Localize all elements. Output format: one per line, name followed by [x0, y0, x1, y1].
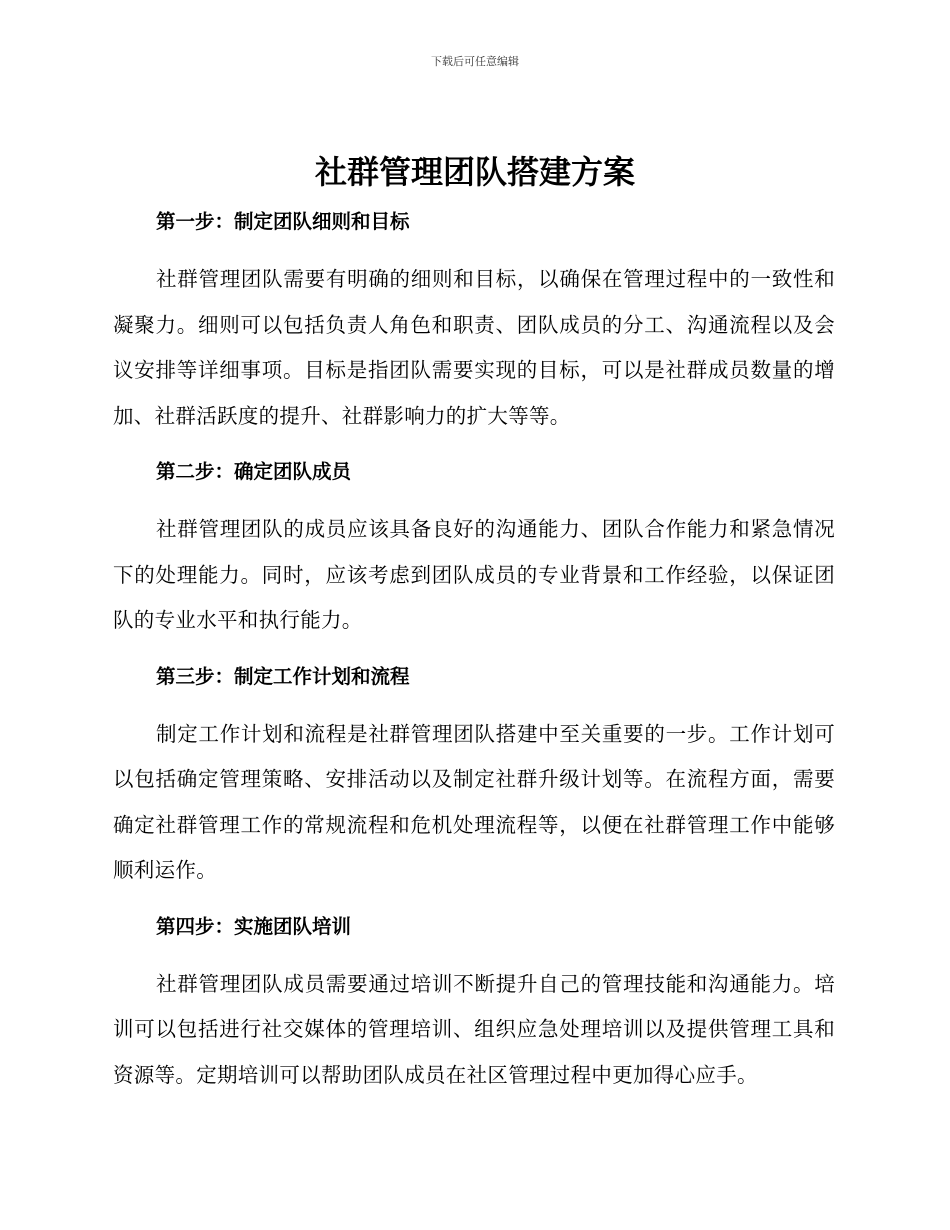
section-paragraph: 制定工作计划和流程是社群管理团队搭建中至关重要的一步。工作计划可以包括确定管理策略、安排活动以及制定社群升级计划等。在流程方面，需要确定社群管理工作的常规流程和危机处理流程等，以便在社群管理工作中能够顺利运作。	[113, 721, 835, 882]
section-step-1	[113, 200, 835, 450]
document-title: 社群管理团队搭建方案	[314, 153, 635, 191]
header-note: 下载后可任意编辑	[431, 55, 519, 68]
section-step-2	[113, 450, 835, 655]
document-body	[113, 200, 835, 1098]
section-paragraph: 社群管理团队需要有明确的细则和目标，以确保在管理过程中的一致性和凝聚力。细则可以包括负责人角色和职责、团队成员的分工、沟通流程以及会议安排等详细事项。目标是指团队需要实现的目标，可以是社群成员数量的增加、社群活跃度的提升、社群影响力的扩大等等。	[113, 267, 835, 428]
section-heading: 第四步：实施团队培训	[156, 914, 352, 938]
section-heading: 第一步：制定团队细则和目标	[156, 210, 410, 233]
section-step-3	[113, 655, 835, 905]
section-step-4	[113, 905, 835, 1099]
section-heading: 第二步：确定团队成员	[156, 460, 352, 483]
section-paragraph: 社群管理团队的成员应该具备良好的沟通能力、团队合作能力和紧急情况下的处理能力。同时，应该考虑到团队成员的专业背景和工作经验，以保证团队的专业水平和执行能力。	[113, 517, 835, 632]
section-paragraph: 社群管理团队成员需要通过培训不断提升自己的管理技能和沟通能力。培训可以包括进行社交媒体的管理培训、组织应急处理培训以及提供管理工具和资源等。定期培训可以帮助团队成员在社区管理过程中更加得心应手。	[113, 971, 835, 1087]
section-heading: 第三步：制定工作计划和流程	[156, 664, 410, 688]
